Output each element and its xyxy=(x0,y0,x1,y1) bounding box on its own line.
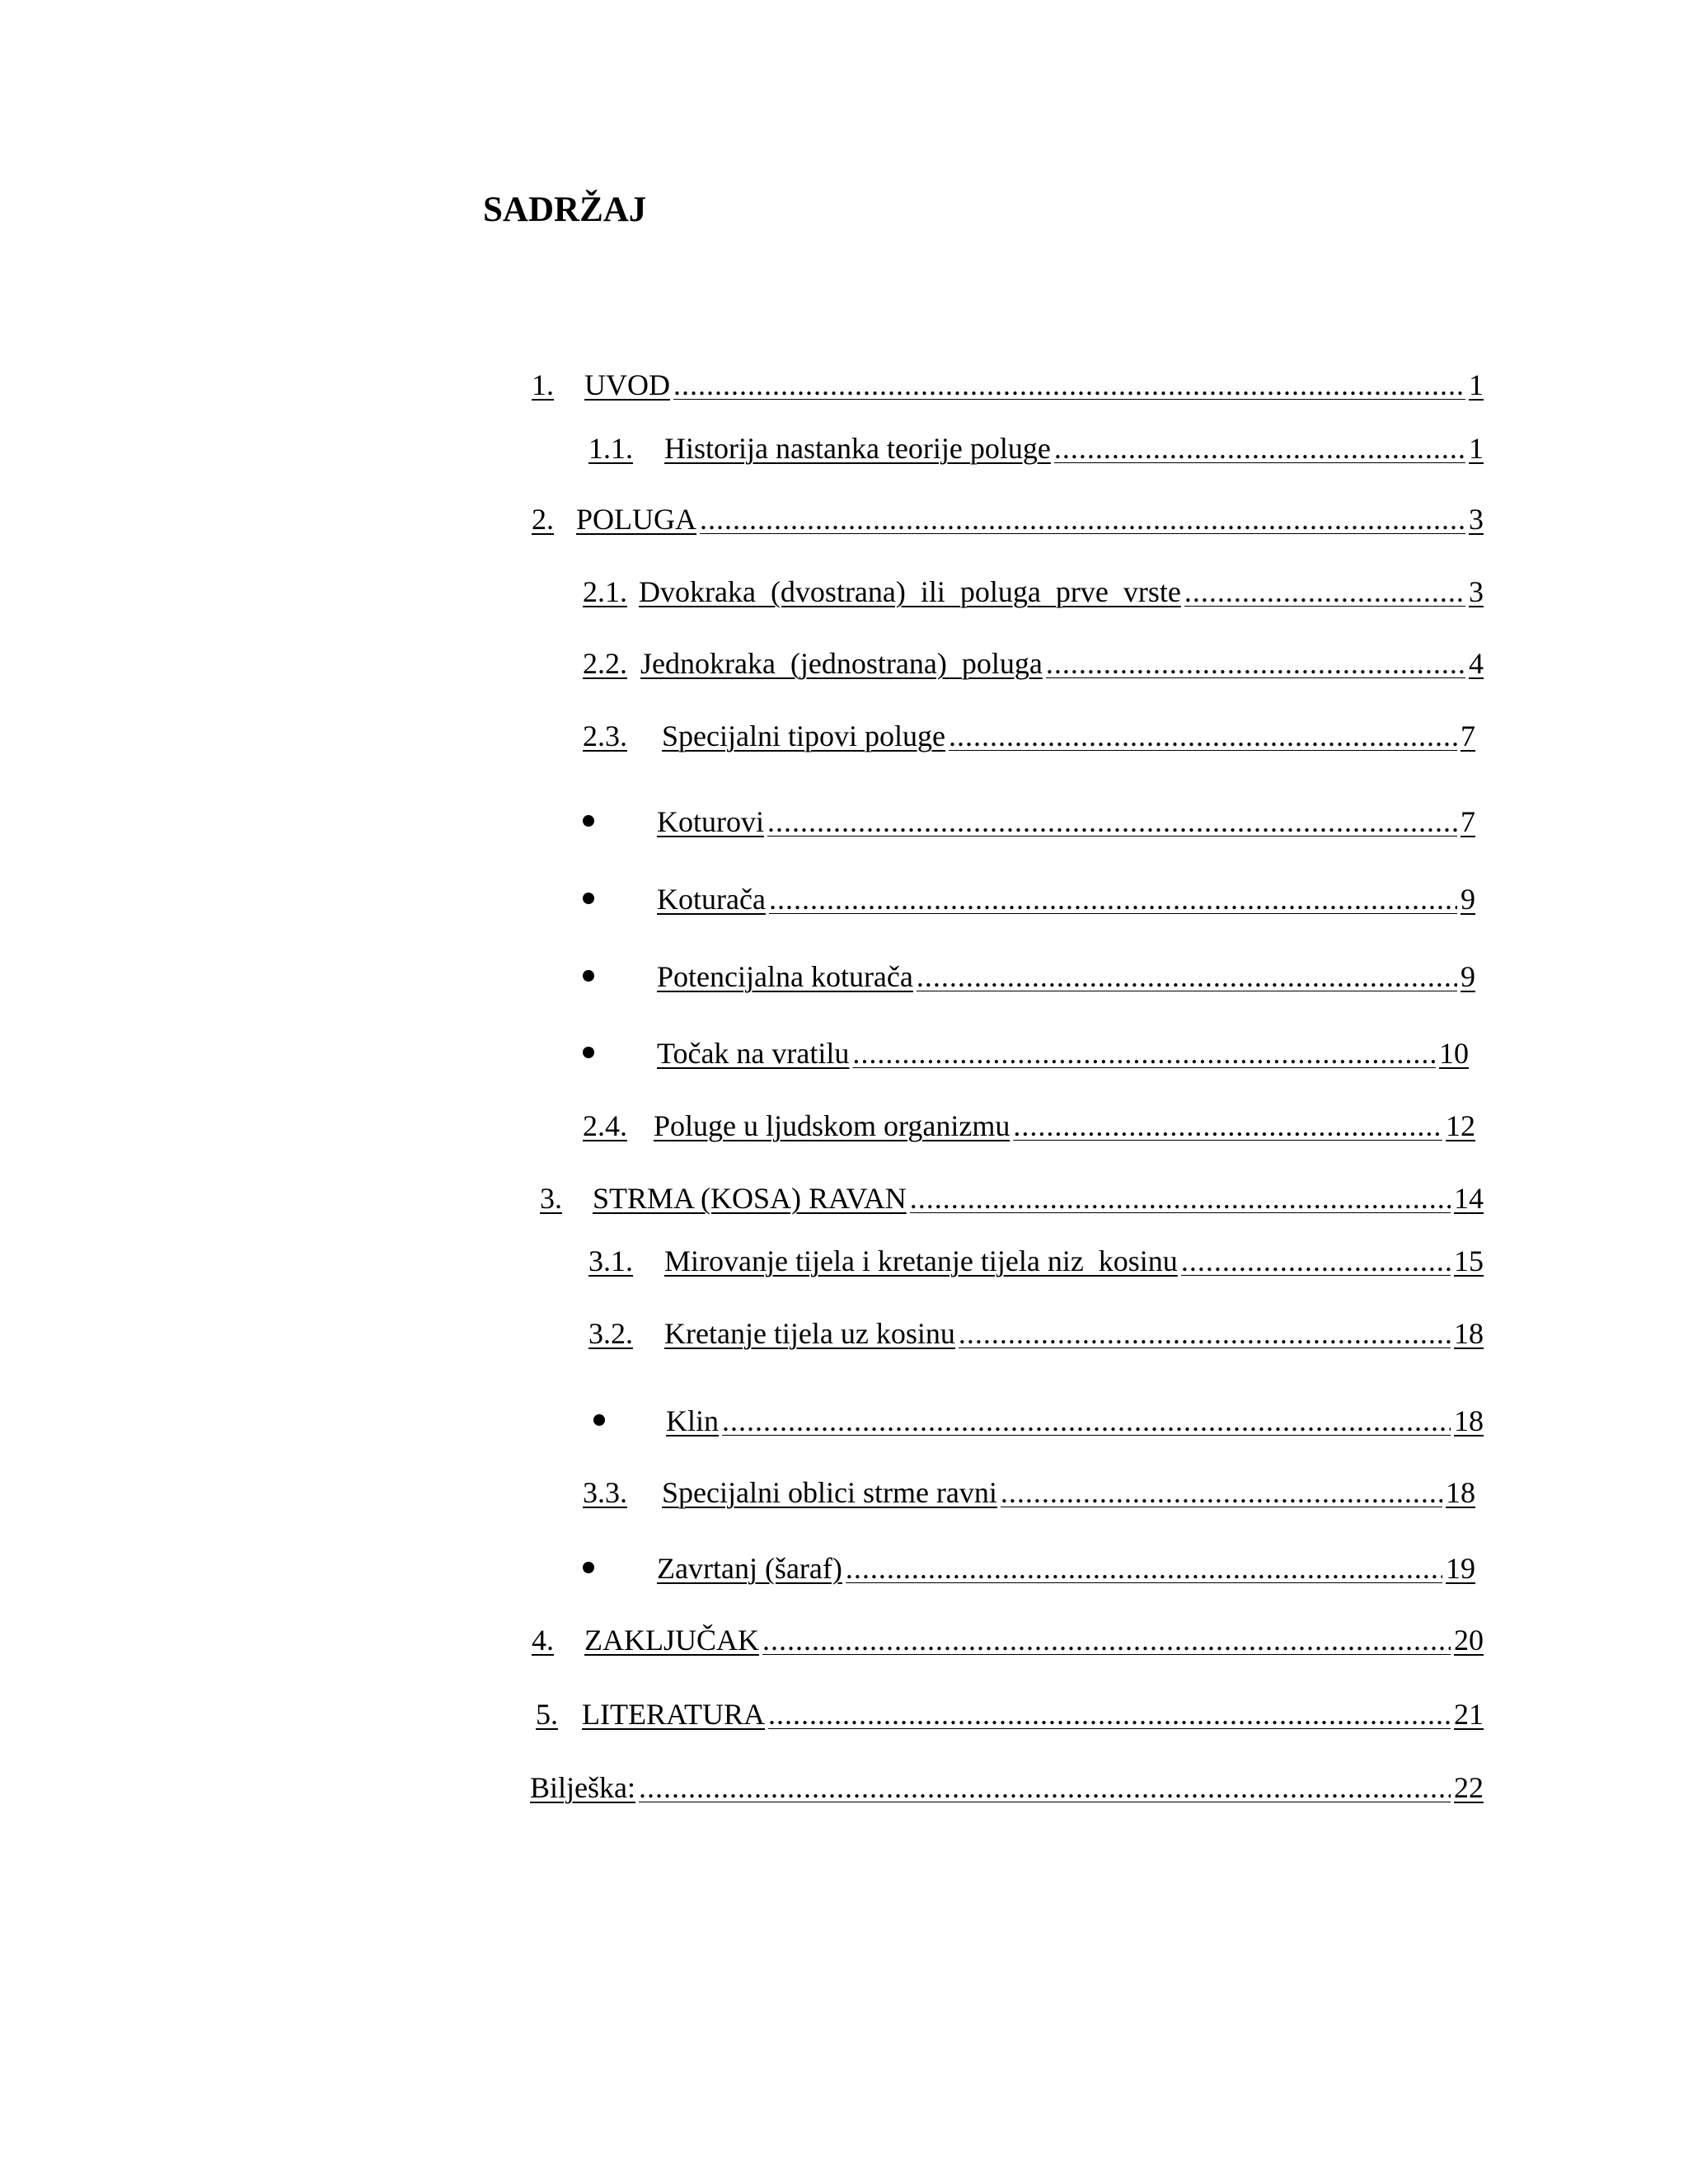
bullet xyxy=(583,952,594,991)
toc-entry-label: STRMA (KOSA) RAVAN xyxy=(593,1182,907,1215)
toc-entry-page: 20 xyxy=(1454,1624,1484,1657)
toc-entry-page: 3 xyxy=(1469,575,1484,608)
dot-leader xyxy=(917,962,1457,991)
bullet xyxy=(593,1396,605,1436)
toc-entry-page: 10 xyxy=(1439,1037,1469,1070)
dot-leader xyxy=(1184,577,1465,607)
toc-entry-label: Specijalni tipovi poluge xyxy=(662,719,945,752)
toc-entry-number: 2. xyxy=(532,503,554,536)
toc-entry-number: 3. xyxy=(540,1182,562,1215)
dot-leader xyxy=(1013,1111,1442,1141)
toc-entry-specijalni-oblici[interactable] xyxy=(583,1468,1475,1507)
toc-entry-page: 18 xyxy=(1446,1476,1475,1509)
toc-entry-zavrtanj[interactable] xyxy=(657,1544,1475,1583)
dot-leader xyxy=(769,884,1457,914)
dot-leader xyxy=(910,1183,1451,1213)
toc-entry-jednokraka[interactable] xyxy=(583,639,1484,678)
toc-entry-page: 18 xyxy=(1454,1404,1484,1437)
toc-entry-number: 5. xyxy=(536,1698,558,1731)
dot-leader xyxy=(700,504,1465,534)
toc-entry-label: Poluge u ljudskom organizmu xyxy=(654,1109,1010,1142)
toc-entry-page: 12 xyxy=(1446,1109,1475,1142)
dot-leader xyxy=(639,1773,1451,1802)
toc-entry-page: 19 xyxy=(1446,1552,1475,1585)
bullet-dot-icon xyxy=(583,1562,594,1573)
bullet xyxy=(583,1029,594,1068)
toc-entry-label: ZAKLJUČAK xyxy=(584,1624,759,1657)
toc-entry-dvokraka[interactable] xyxy=(583,567,1484,607)
toc-entry-poluga[interactable] xyxy=(532,494,1484,534)
toc-entry-label: UVOD xyxy=(584,368,670,401)
toc-entry-label: Koturovi xyxy=(657,805,764,838)
bullet-dot-icon xyxy=(583,893,594,904)
toc-entry-zakljucak[interactable] xyxy=(532,1615,1484,1655)
toc-entry-label: Klin xyxy=(666,1404,720,1437)
toc-entry-page: 3 xyxy=(1469,503,1484,536)
toc-entry-label: Točak na vratilu xyxy=(657,1037,850,1070)
toc-entry-number: 2.3. xyxy=(583,719,627,752)
toc-entry-page: 14 xyxy=(1454,1182,1484,1215)
dot-leader xyxy=(1054,434,1465,463)
toc-entry-page: 9 xyxy=(1461,960,1475,993)
toc-entry-specijalni-tipovi[interactable] xyxy=(583,711,1475,751)
toc-entry-page: 7 xyxy=(1461,719,1475,752)
dot-leader xyxy=(1181,1246,1451,1276)
bullet xyxy=(583,1544,594,1583)
dot-leader xyxy=(768,1699,1451,1729)
bullet-dot-icon xyxy=(583,1047,594,1058)
toc-entry-page: 18 xyxy=(1454,1317,1484,1350)
toc-entry-uvod[interactable] xyxy=(532,360,1484,400)
toc-entry-page: 22 xyxy=(1454,1771,1484,1804)
toc-entry-label: POLUGA xyxy=(576,503,697,536)
toc-entry-label: Dvokraka (dvostrana) ili poluga prve vrste xyxy=(639,575,1181,608)
toc-entry-label: LITERATURA xyxy=(582,1698,765,1731)
dot-leader xyxy=(846,1554,1442,1583)
bullet xyxy=(583,797,594,837)
toc-entry-mirovanje-tijela[interactable] xyxy=(588,1236,1484,1276)
dot-leader xyxy=(762,1625,1451,1655)
toc-entry-page: 15 xyxy=(1454,1244,1484,1277)
bullet-dot-icon xyxy=(583,815,594,827)
dot-leader xyxy=(1001,1478,1442,1507)
toc-entry-number: 4. xyxy=(532,1624,554,1657)
toc-entry-label: Zavrtanj (šaraf) xyxy=(657,1552,842,1585)
toc-entry-label: Potencijalna koturača xyxy=(657,960,913,993)
toc-entry-literatura[interactable] xyxy=(536,1690,1484,1729)
toc-entry-page: 21 xyxy=(1454,1698,1484,1731)
toc-entry-page: 1 xyxy=(1469,368,1484,401)
toc-entry-strma-ravan[interactable] xyxy=(540,1174,1484,1213)
toc-entry-koturaca[interactable] xyxy=(657,874,1475,914)
toc-entry-kretanje-tijela[interactable] xyxy=(588,1309,1484,1348)
toc-entry-biljeska[interactable] xyxy=(530,1763,1484,1802)
dot-leader xyxy=(959,1319,1451,1348)
dot-leader xyxy=(949,721,1457,751)
toc-entry-poluge-u-ljudskom[interactable] xyxy=(583,1101,1475,1141)
toc-entry-koturovi[interactable] xyxy=(657,797,1475,837)
toc-entry-historija[interactable] xyxy=(588,424,1484,463)
dot-leader xyxy=(1046,649,1465,678)
toc-entry-number: 1. xyxy=(532,368,554,401)
toc-entry-number: 2.2. xyxy=(583,647,627,680)
toc-entry-number: 3.3. xyxy=(583,1476,627,1509)
toc-entry-label: Jednokraka (jednostrana) poluga xyxy=(640,647,1043,680)
toc-entry-klin[interactable] xyxy=(666,1396,1484,1436)
toc-entry-number: 1.1. xyxy=(588,432,633,465)
dot-leader xyxy=(767,807,1457,837)
toc-entry-tocak-na-vratilu[interactable] xyxy=(657,1029,1469,1068)
toc-entry-label: Historija nastanka teorije poluge xyxy=(664,432,1051,465)
toc-entry-number: 2.1. xyxy=(583,575,627,608)
toc-entry-number: 3.2. xyxy=(588,1317,633,1350)
toc-entry-number: 2.4. xyxy=(583,1109,627,1142)
toc-entry-label: Koturača xyxy=(657,883,766,916)
toc-entry-label: Bilješka: xyxy=(530,1771,635,1804)
page-title: SADRŽAJ xyxy=(483,190,647,229)
toc-entry-label: Mirovanje tijela i kretanje tijela niz kosinu xyxy=(664,1244,1178,1277)
toc-entry-page: 4 xyxy=(1469,647,1484,680)
toc-entry-label: Specijalni oblici strme ravni xyxy=(662,1476,997,1509)
toc-entry-label: Kretanje tijela uz kosinu xyxy=(664,1317,955,1350)
toc-entry-page: 1 xyxy=(1469,432,1484,465)
bullet-dot-icon xyxy=(583,970,594,982)
toc-entry-potencijalna-koturaca[interactable] xyxy=(657,952,1475,991)
dot-leader xyxy=(673,370,1465,400)
dot-leader xyxy=(852,1038,1436,1068)
toc-entry-page: 9 xyxy=(1461,883,1475,916)
dot-leader xyxy=(722,1406,1451,1436)
toc-entry-number: 3.1. xyxy=(588,1244,633,1277)
bullet xyxy=(583,874,594,914)
bullet-dot-icon xyxy=(593,1414,605,1426)
toc-entry-page: 7 xyxy=(1461,805,1475,838)
